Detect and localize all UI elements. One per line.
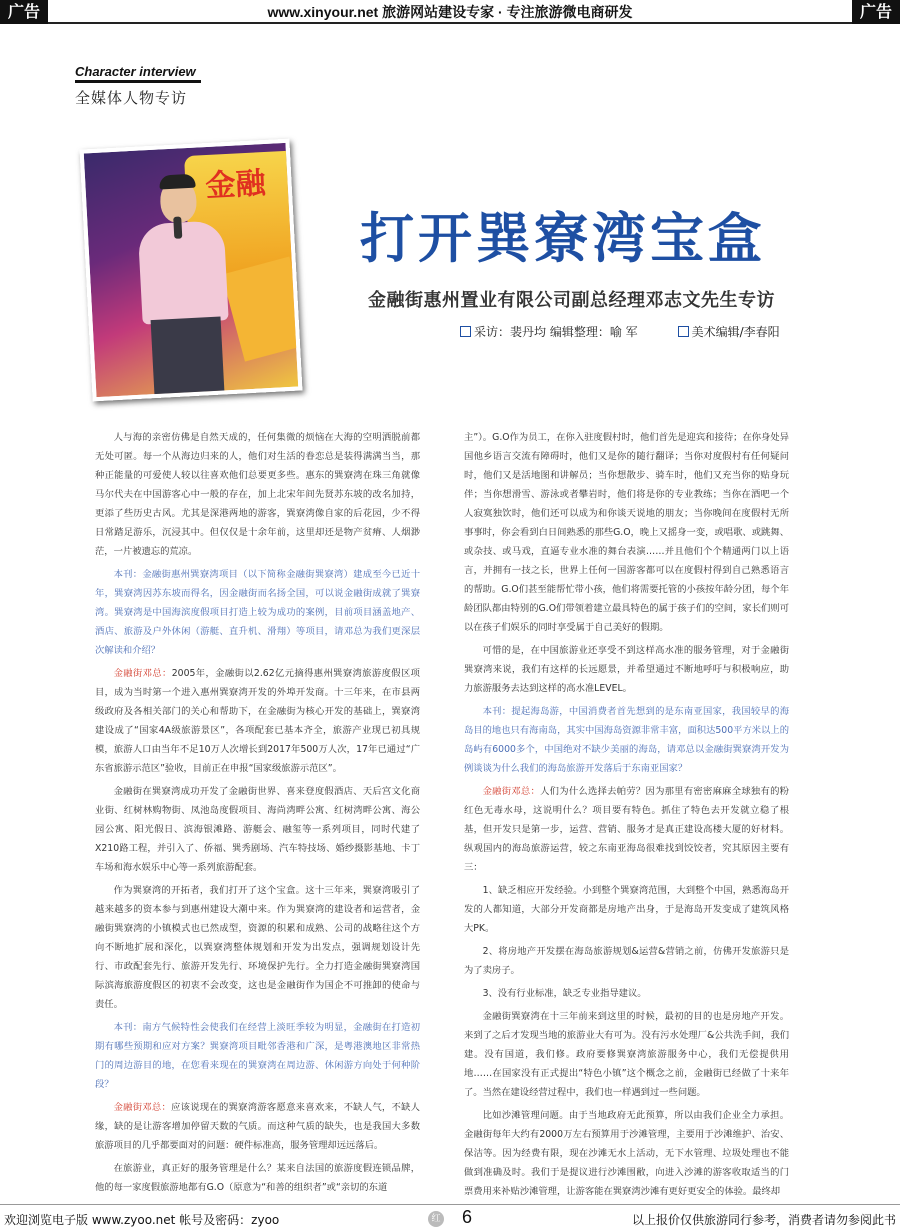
section-title-cn: 全媒体人物专访 [75,89,188,107]
speaker-label: 金融街邓总： [113,1102,172,1113]
paragraph: 比如沙滩管理问题。由于当地政府无此预算，所以由我们企业全力承担。金融街每年大约有2000万左右预算用于沙滩管理，主要用于沙滩维护、治安、保洁等。因为经费有限，现在沙滩无水上活动，无下水管理、垃圾处理也不能做到准确及时。我们于是提议进行沙滩围敝，向进入沙滩的游客收取适当的门票费用来补贴沙滩管理，让游客能在巽寮湾沙滩有更好更安全的体验。最终却 [464,1110,789,1197]
article-column-left [95,428,420,1201]
speaker-label: 金融街邓总： [113,668,172,679]
paragraph: 人与海的亲密仿佛是自然天成的，任何集微的烦恼在大海的空明洒脱前都无处可匿。每一个从海边归来的人，他们对生活的眷恋总是装得满满当当，那种正能量的可爱使人较以往喜欢他们总要更多些。惠东的巽寮湾在珠三角就像马尔代夫在中国游客心中一般的存在，加上北宋年间先贤苏东坡的改名加持，更添了些历史古风。尤其是深港两地的游客，巽寮湾像自家的后花园，少不得日常踏足游乐，沉浸其中。但仅仅是十余年前，这里却还是物产贫瘠、人烟渺茫，一片被遗忘的荒凉。 [95,432,420,557]
interviewee-photo [80,139,303,402]
list-item: 2、将房地产开发摆在海岛旅游规划&运营&营销之前，仿佛开发旅游只是为了卖房子。 [464,946,789,976]
page-marker-icon: 红 [428,1211,444,1227]
paragraph: 金融街巽寮湾在十三年前来到这里的时候，最初的目的也是房地产开发。来到了之后才发现当地的旅游业大有可为。没有污水处理厂&公共洗手间，我们建。没有国道，我们修。政府要修巽寮湾旅游服务中心，我们无偿提供用地……在国家没有正式提出“特色小镇”这个概念之前，金融街已经做了十来年了。当然在建设经营过程中，我们也一样遇到过一些问题。 [464,1011,789,1098]
ad-label-left: 广告 [0,0,48,24]
footer-disclaimer: 以上报价仅供旅游同行参考，消费者请勿参阅此书 [631,1213,896,1227]
list-item: 1、缺乏相应开发经验。小到整个巽寮湾范围，大到整个中国，熟悉海岛开发的人都知道，大部分开发商都是房地产出身，于是海岛开发变成了建筑风格大PK。 [464,885,789,934]
paragraph: 金融街在巽寮湾成功开发了金融街世界、喜来登度假酒店、天后宫文化商业街、红树林购物街、凤池岛度假项目、海尚湾畔公寓、红树湾畔公寓、海公园公寓、阳光假日、滨海银滩路、游艇会、融玺等一系列项目，同时代建了X210路工程，并引入了、侨福、巽秀剧场、汽车特技场、婚纱摄影基地、卡丁车场和海水娱乐中心等一系列旅游配套。 [95,786,420,873]
photo-person-body [138,220,229,324]
answer-text: 人们为什么选择去帕劳？因为那里有密密麻麻全球独有的粉红色无毒水母，这说明什么？项目要有特色。抓住了特色去开发就立稳了根基，但开发只是第一步，运营、营销、服务才是真正建设高楼大厦的好材料。纵观国内的海岛旅游运营，较之东南亚海岛很难找到饺饺者，究其原因主要有三： [464,786,789,873]
footer-website-info: 欢迎浏览电子版 www.zyoo.net 帐号及密码：zyoo [4,1213,280,1227]
article-headline: 打开巽寮湾宝盒 [360,207,766,270]
photo-sign-text: 金融 [204,166,267,205]
article-subheadline: 金融街惠州置业有限公司副总经理邓志文先生专访 [368,290,775,311]
answer-paragraph [464,782,789,877]
paragraph: 在旅游业，真正好的服务管理是什么？某来自法国的旅游度假连锁品牌，他的每一家度假旅游地都有G.O（原意为“和善的组织者”或“亲切的东道 [95,1163,420,1193]
top-banner [0,0,900,24]
paragraph: 作为巽寮湾的开拓者，我们打开了这个宝盒。这十三年来，巽寮湾吸引了越来越多的资本参与到惠州建设大潮中来。作为巽寮湾的建设者和运营者，金融街巽寮湾的小镇模式也已然成型，资源的积累和成熟、公司的战略往这个方向不断地扩展和深化，以巽寮湾整体规划和开发为出发点，强调规划设计先行、市政配套先行、旅游开发先行、环境保护先行。全力打造金融街巽寮湾国际滨海旅游度假区的初衷不会改变，这也是金融街作为国企不可推卸的使命与责任。 [95,885,420,1010]
paragraph: 主”）。G.O作为员工，在你入驻度假村时，他们首先是迎宾和接待；在你身处异国他乡语言交流有障碍时，他们又是你的随行翻译；当你对度假村有任何疑问时，他们又是活地图和讲解员；当你想散步、骑车时，他们又充当你的贴身玩伴；当你想滑雪、游泳或者攀岩时，他们将是你的专业教练；当你在酒吧一个人寂寞独饮时，他们还可以成为和你谈天说地的朋友；当你晚间在度假村无所事事时，你会看到白日间熟悉的那些G.O，晚上又摇身一变，或唱歌、或跳舞、或杂技、或马戏，直逼专业水准的舞台表演……并且他们个个精通两门以上语言，并拥有一技之长，世界上任何一国游客都可以在度假村得到自己熟悉语言的帮助。G.O们甚至能帮忙带小孩，他们将需要托管的小孩按年龄分团，每个年龄团队都由特别的G.O们带领着建立最具特色的属于孩子们的空间，家长们则可以在孩子们娱乐的同时享受属于自己美好的假期。 [464,432,789,633]
answer-paragraph [95,1098,420,1155]
checkbox-square-icon [460,326,471,337]
answer-paragraph [95,664,420,778]
question-paragraph: 本刊：金融街惠州巽寮湾项目（以下简称金融街巽寮湾）建成至今已近十年，巽寮湾因苏东坡而得名，因金融街而名扬全国，可以说金融街成就了巽寮湾。巽寮湾是中国海滨度假项目打造上较为成功的案例，目前项目涵盖地产、酒店、旅游及户外休闲（游艇、直升机、滑翔）等项目，请邓总为我们更深层次解读和介绍？ [95,569,420,656]
question-paragraph: 本刊：提起海岛游，中国消费者首先想到的是东南亚国家，我国较早的海岛目的地也只有海南岛，其实中国海岛资源非常丰富，面积达500平方米以上的岛屿有6000多个，中国绝对不缺少美丽的海岛，请邓总以金融街巽寮湾开发为例谈谈为什么我们的海岛旅游开发落后于东南亚国家？ [464,706,789,774]
speaker-label: 金融街邓总： [482,786,541,797]
answer-text: 2005年，金融街以2.62亿元摘得惠州巽寮湾旅游度假区项目，成为当时第一个进入惠州巽寮湾开发的外埠开发商。十三年来，在市县两级政府及各相关部门的关心和帮助下，在金融街为核心开发的基础上，巽寮湾建设成了“国家4A级旅游景区”，各项配套已基本齐全，旅游产业现已初具规模，旅游人口由当年不足10万人次增长到2017年500万人次，17年已通过“广东省旅游示范区”验收，目前正在申报“国家级旅游示范区”。 [95,668,420,774]
photo-person-hair [159,174,196,190]
answer-text: 应该说现在的巽寮湾游客愿意来喜欢来，不缺人气，不缺人缘，缺的是让游客增加停留天数的气质。而这种气质的缺失，也是我国大多数旅游项目的几乎都要面对的问题：硬件标准高，服务管理却远远落后。 [95,1102,420,1151]
microphone-icon [173,216,182,238]
ad-label-right: 广告 [852,0,900,24]
article-credits [460,323,780,340]
article-column-right [464,428,789,1205]
page-number: 6 [462,1207,473,1227]
photo-backdrop-panel [222,257,303,362]
footer-bar [0,1204,900,1230]
checkbox-square-icon [678,326,689,337]
section-title-en: Character interview [75,64,201,83]
banner-slogan: www.xinyour.net 旅游网站建设专家 · 专注旅游微电商研发 [267,4,633,20]
question-paragraph: 本刊：南方气候特性会使我们在经营上淡旺季较为明显，金融街在打造初期有哪些预期和应对方案？巽寮湾项目毗邻香港和广深，是粤港澳地区非常热门的周边游目的地，在您看来现在的巽寮湾在周边游、休闲游方向处于何种阶段？ [95,1022,420,1090]
list-item: 3、没有行业标准，缺乏专业指导建议。 [482,988,647,999]
paragraph: 可惜的是，在中国旅游业还享受不到这样高水准的服务管理，对于金融街巽寮湾来说，我们有这样的长远愿景，并希望通过不断地呼吁与积极响应，助力旅游服务去达到这样的高水准LEVEL。 [464,645,789,694]
credit-art-editor: 美术编辑/李春阳 [691,325,780,339]
photo-person-legs [151,317,225,402]
credit-interview: 采访：裴丹均 编辑整理：喻 军 [474,325,638,339]
